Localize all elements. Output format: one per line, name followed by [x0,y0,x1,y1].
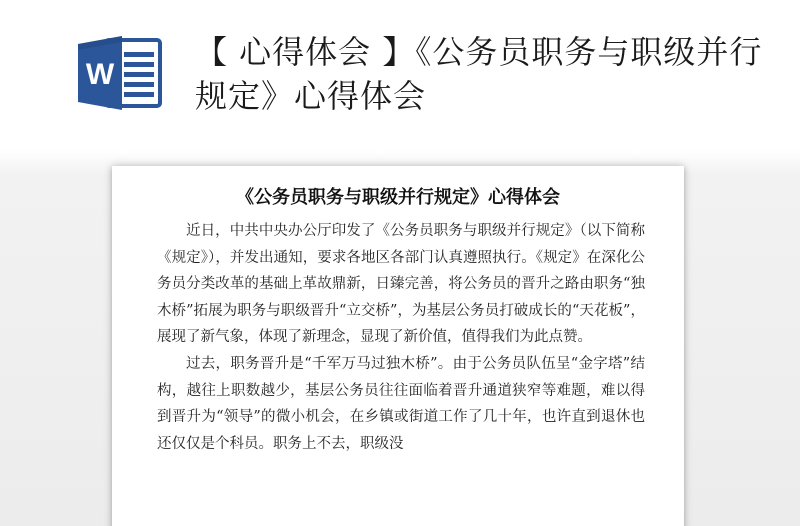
paragraph: 过去，职务晋升是“千军万马过独木桥”。由于公务员队伍呈“金字塔”结构，越往上职数越少，基层公务员往往面临着晋升通道狭窄等难题，难以得到晋升为“领导”的微小机会，在乡镇或街道工作了几十年，也许直到退休也还仅仅是个科员。职务上不去，职级没 [157,355,645,452]
document-page [112,166,684,526]
banner-title: 【 心得体会 】《公务员职务与职级并行规定》心得体会 [195,33,763,115]
document-body [157,218,645,457]
paragraph: 近日，中共中央办公厅印发了《公务员职务与职级并行规定》（以下简称《规定》），并发出通知，要求各地区各部门认真遵照执行。《规定》在深化公务员分类改革的基础上革故鼎新，日臻完善，将公务员的晋升之路由职务“独木桥”拓展为职务与职级晋升“立交桥”，为基层公务员打破成长的“天花板”，展现了新气象，体现了新理念，显现了新价值，值得我们为此点赞。 [157,223,645,346]
word-document-icon [76,32,164,112]
word-icon-letter: W [85,58,115,91]
document-title: 《公务员职务与职级并行规定》心得体会 [236,187,560,208]
